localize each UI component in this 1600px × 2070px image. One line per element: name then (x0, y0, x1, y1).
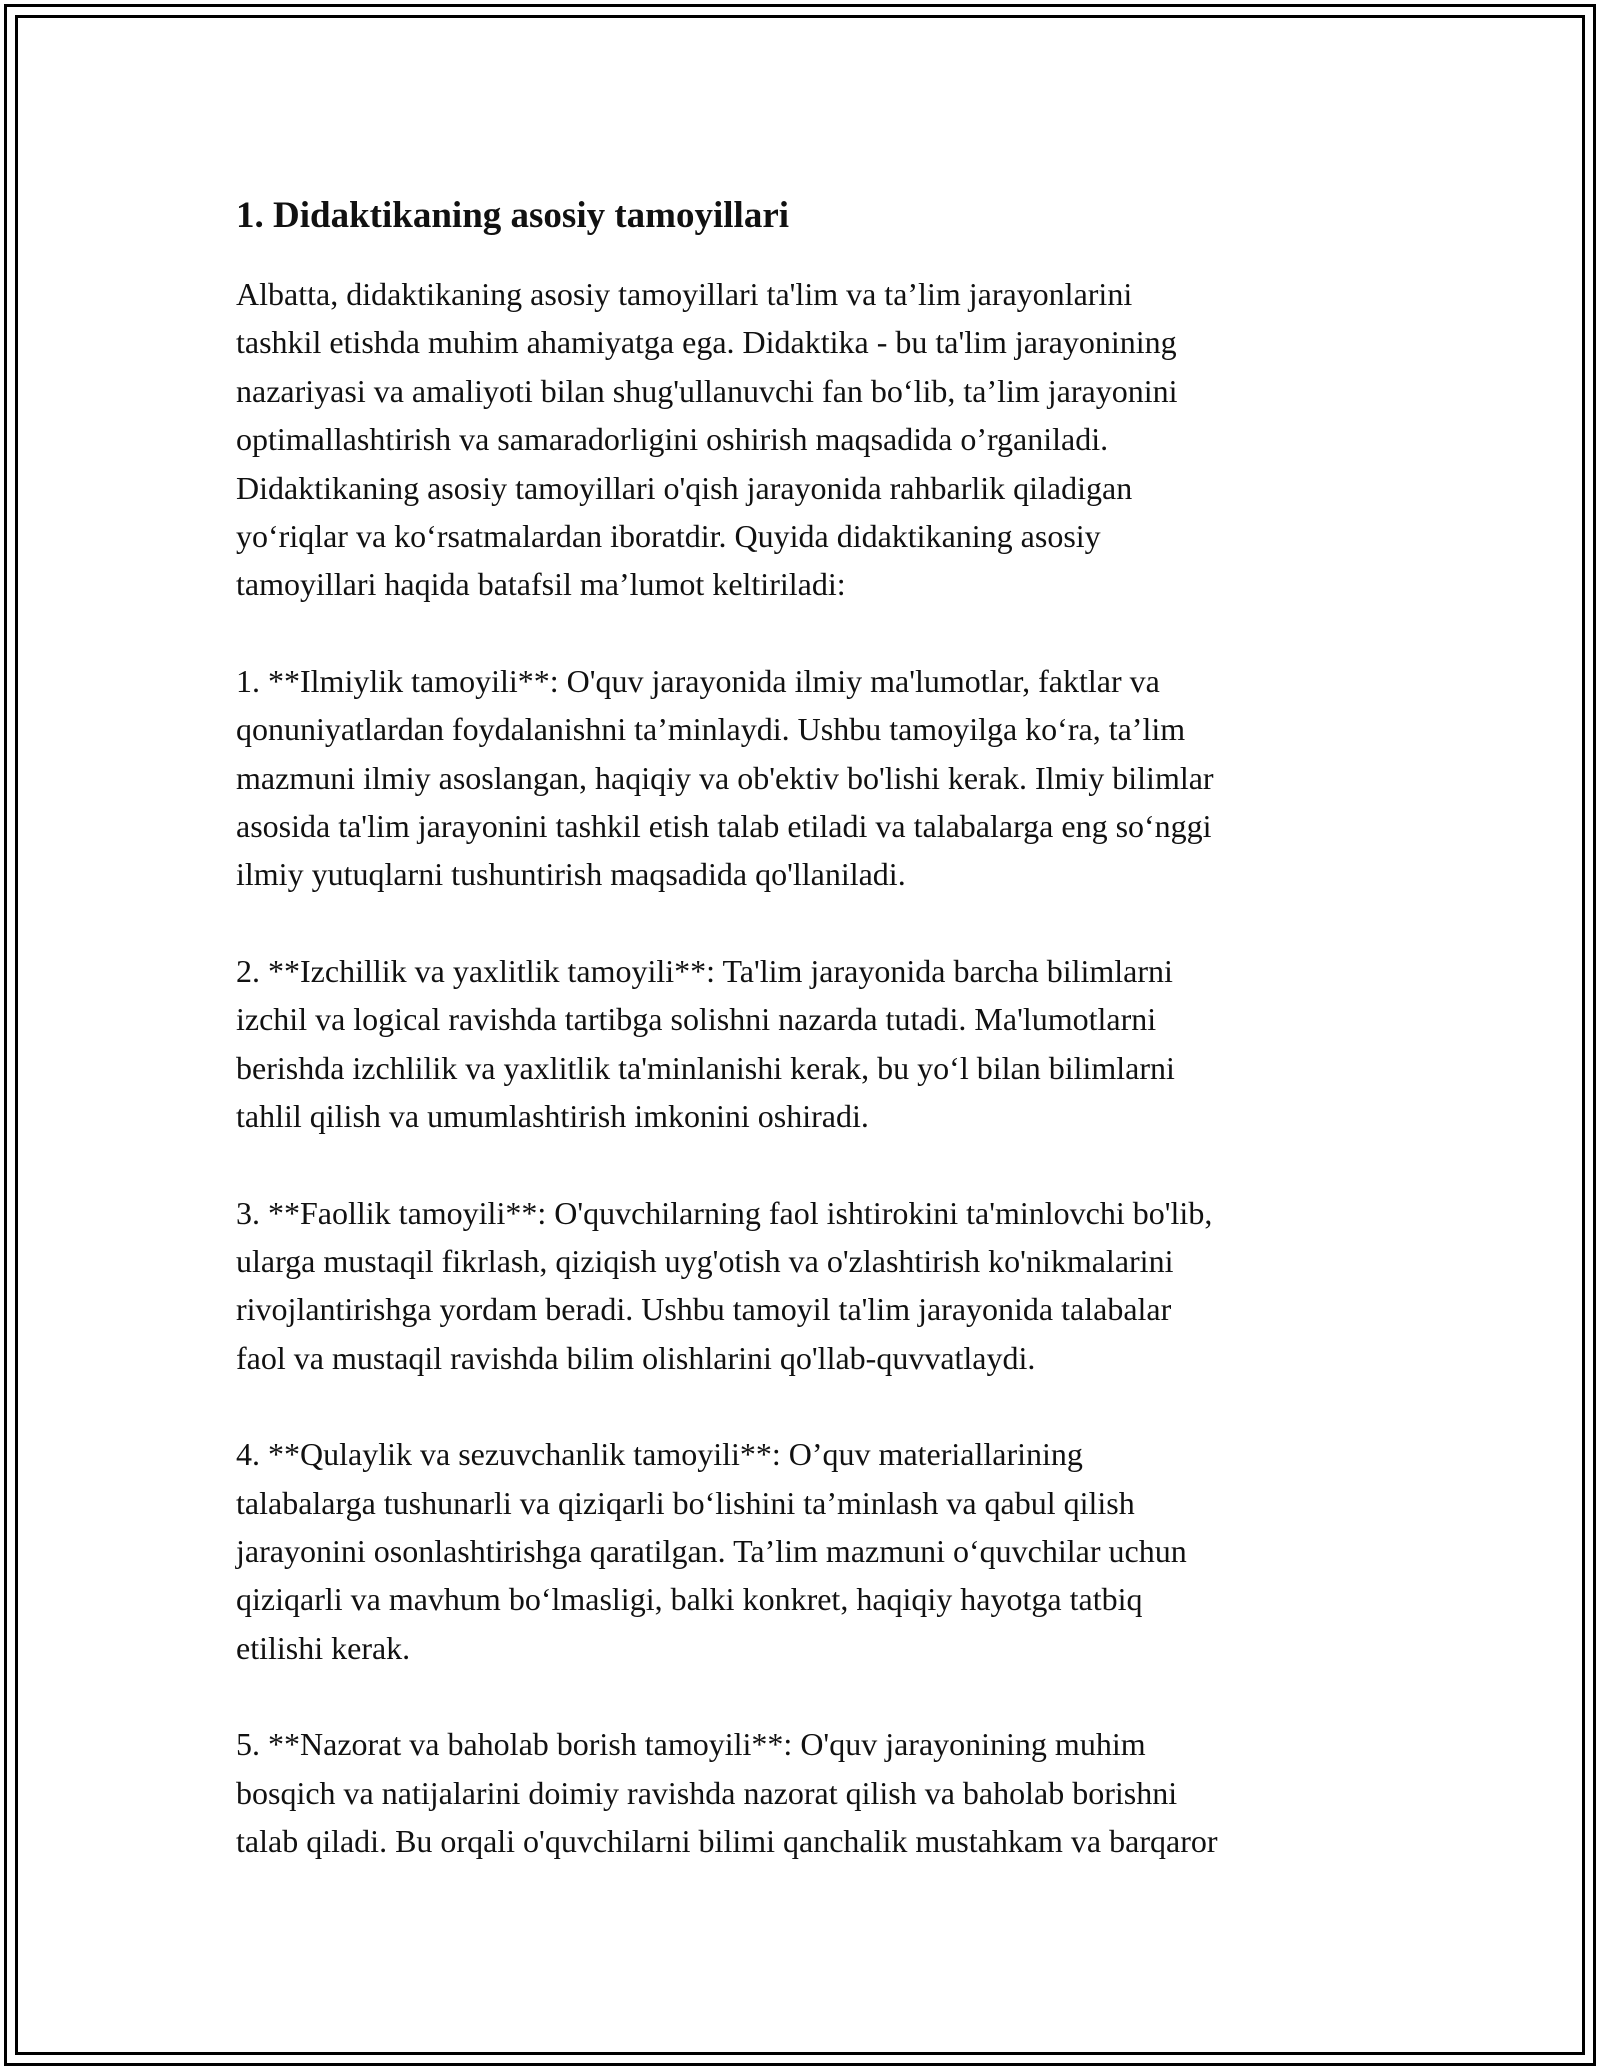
principle-2-paragraph (236, 947, 1376, 1141)
principle-5-paragraph (236, 1720, 1376, 1865)
text-line: Didaktikaning asosiy tamoyillari o'qish jarayonida rahbarlik qiladigan (236, 469, 1133, 506)
text-line: 2. **Izchillik va yaxlitlik tamoyili**: Ta'lim jarayonida barcha bilimlarni (236, 952, 1173, 989)
text-line: ilmiy yutuqlarni tushuntirish maqsadida qo'llaniladi. (236, 856, 906, 893)
text-line: tamoyillari haqida batafsil ma’lumot keltiriladi: (236, 566, 846, 603)
text-line: 1. **Ilmiylik tamoyili**: O'quv jarayonida ilmiy ma'lumotlar, faktlar va (236, 662, 1160, 699)
text-line: ularga mustaqil fikrlash, qiziqish uyg'otish va o'zlashtirish ko'nikmalarini (236, 1242, 1174, 1279)
text-line: faol va mustaqil ravishda bilim olishlarini qo'llab-quvvatlaydi. (236, 1339, 1036, 1376)
document-title: 1. Didaktikaning asosiy tamoyillari (236, 195, 790, 236)
text-line: berishda izchlilik va yaxlitlik ta'minlanishi kerak, bu yo‘l bilan bilimlarni (236, 1049, 1175, 1086)
text-line: bosqich va natijalarini doimiy ravishda nazorat qilish va baholab borishni (236, 1774, 1178, 1811)
intro-paragraph (236, 270, 1376, 609)
text-line: asosida ta'lim jarayonini tashkil etish talab etiladi va talabalarga eng so‘nggi (236, 808, 1212, 845)
document-body (236, 190, 1376, 1913)
text-line: qiziqarli va mavhum bo‘lmasligi, balki konkret, haqiqiy hayotga tatbiq (236, 1581, 1143, 1618)
text-line: mazmuni ilmiy asoslangan, haqiqiy va ob'ektiv bo'lishi kerak. Ilmiy bilimlar (236, 759, 1214, 796)
principle-1-paragraph (236, 657, 1376, 899)
text-line: yo‘riqlar va ko‘rsatmalardan iboratdir. Quyida didaktikaning asosiy (236, 518, 1101, 555)
text-line: talab qiladi. Bu orqali o'quvchilarni bilimi qanchalik mustahkam va barqaror (236, 1822, 1218, 1859)
principle-3-paragraph (236, 1189, 1376, 1383)
text-line: jarayonini osonlashtirishga qaratilgan. Ta’lim mazmuni o‘quvchilar uchun (236, 1532, 1187, 1569)
text-line: talabalarga tushunarli va qiziqarli bo‘lishini ta’minlash va qabul qilish (236, 1484, 1135, 1521)
text-line: Albatta, didaktikaning asosiy tamoyillari ta'lim va ta’lim jarayonlarini (236, 276, 1133, 312)
text-line: rivojlantirishga yordam beradi. Ushbu tamoyil ta'lim jarayonida talabalar (236, 1291, 1172, 1328)
text-line: 3. **Faollik tamoyili**: O'quvchilarning faol ishtirokini ta'minlovchi bo'lib, (236, 1194, 1213, 1231)
text-line: tahlil qilish va umumlashtirish imkonini oshiradi. (236, 1098, 869, 1135)
text-line: nazariyasi va amaliyoti bilan shug'ullanuvchi fan bo‘lib, ta’lim jarayonini (236, 372, 1178, 409)
text-line: tashkil etishda muhim ahamiyatga ega. Didaktika - bu ta'lim jarayonining (236, 324, 1177, 361)
text-line: qonuniyatlardan foydalanishni ta’minlaydi. Ushbu tamoyilga ko‘ra, ta’lim (236, 711, 1186, 748)
text-line: etilishi kerak. (236, 1629, 411, 1666)
text-line: izchil va logical ravishda tartibga solishni nazarda tutadi. Ma'lumotlarni (236, 1001, 1157, 1038)
text-line: 5. **Nazorat va baholab borish tamoyili**: O'quv jarayonining muhim (236, 1726, 1146, 1763)
text-line: 4. **Qulaylik va sezuvchanlik tamoyili**: O’quv materiallarining (236, 1436, 1083, 1473)
text-line: optimallashtirish va samaradorligini oshirish maqsadida o’rganiladi. (236, 421, 1109, 458)
principle-4-paragraph (236, 1430, 1376, 1672)
